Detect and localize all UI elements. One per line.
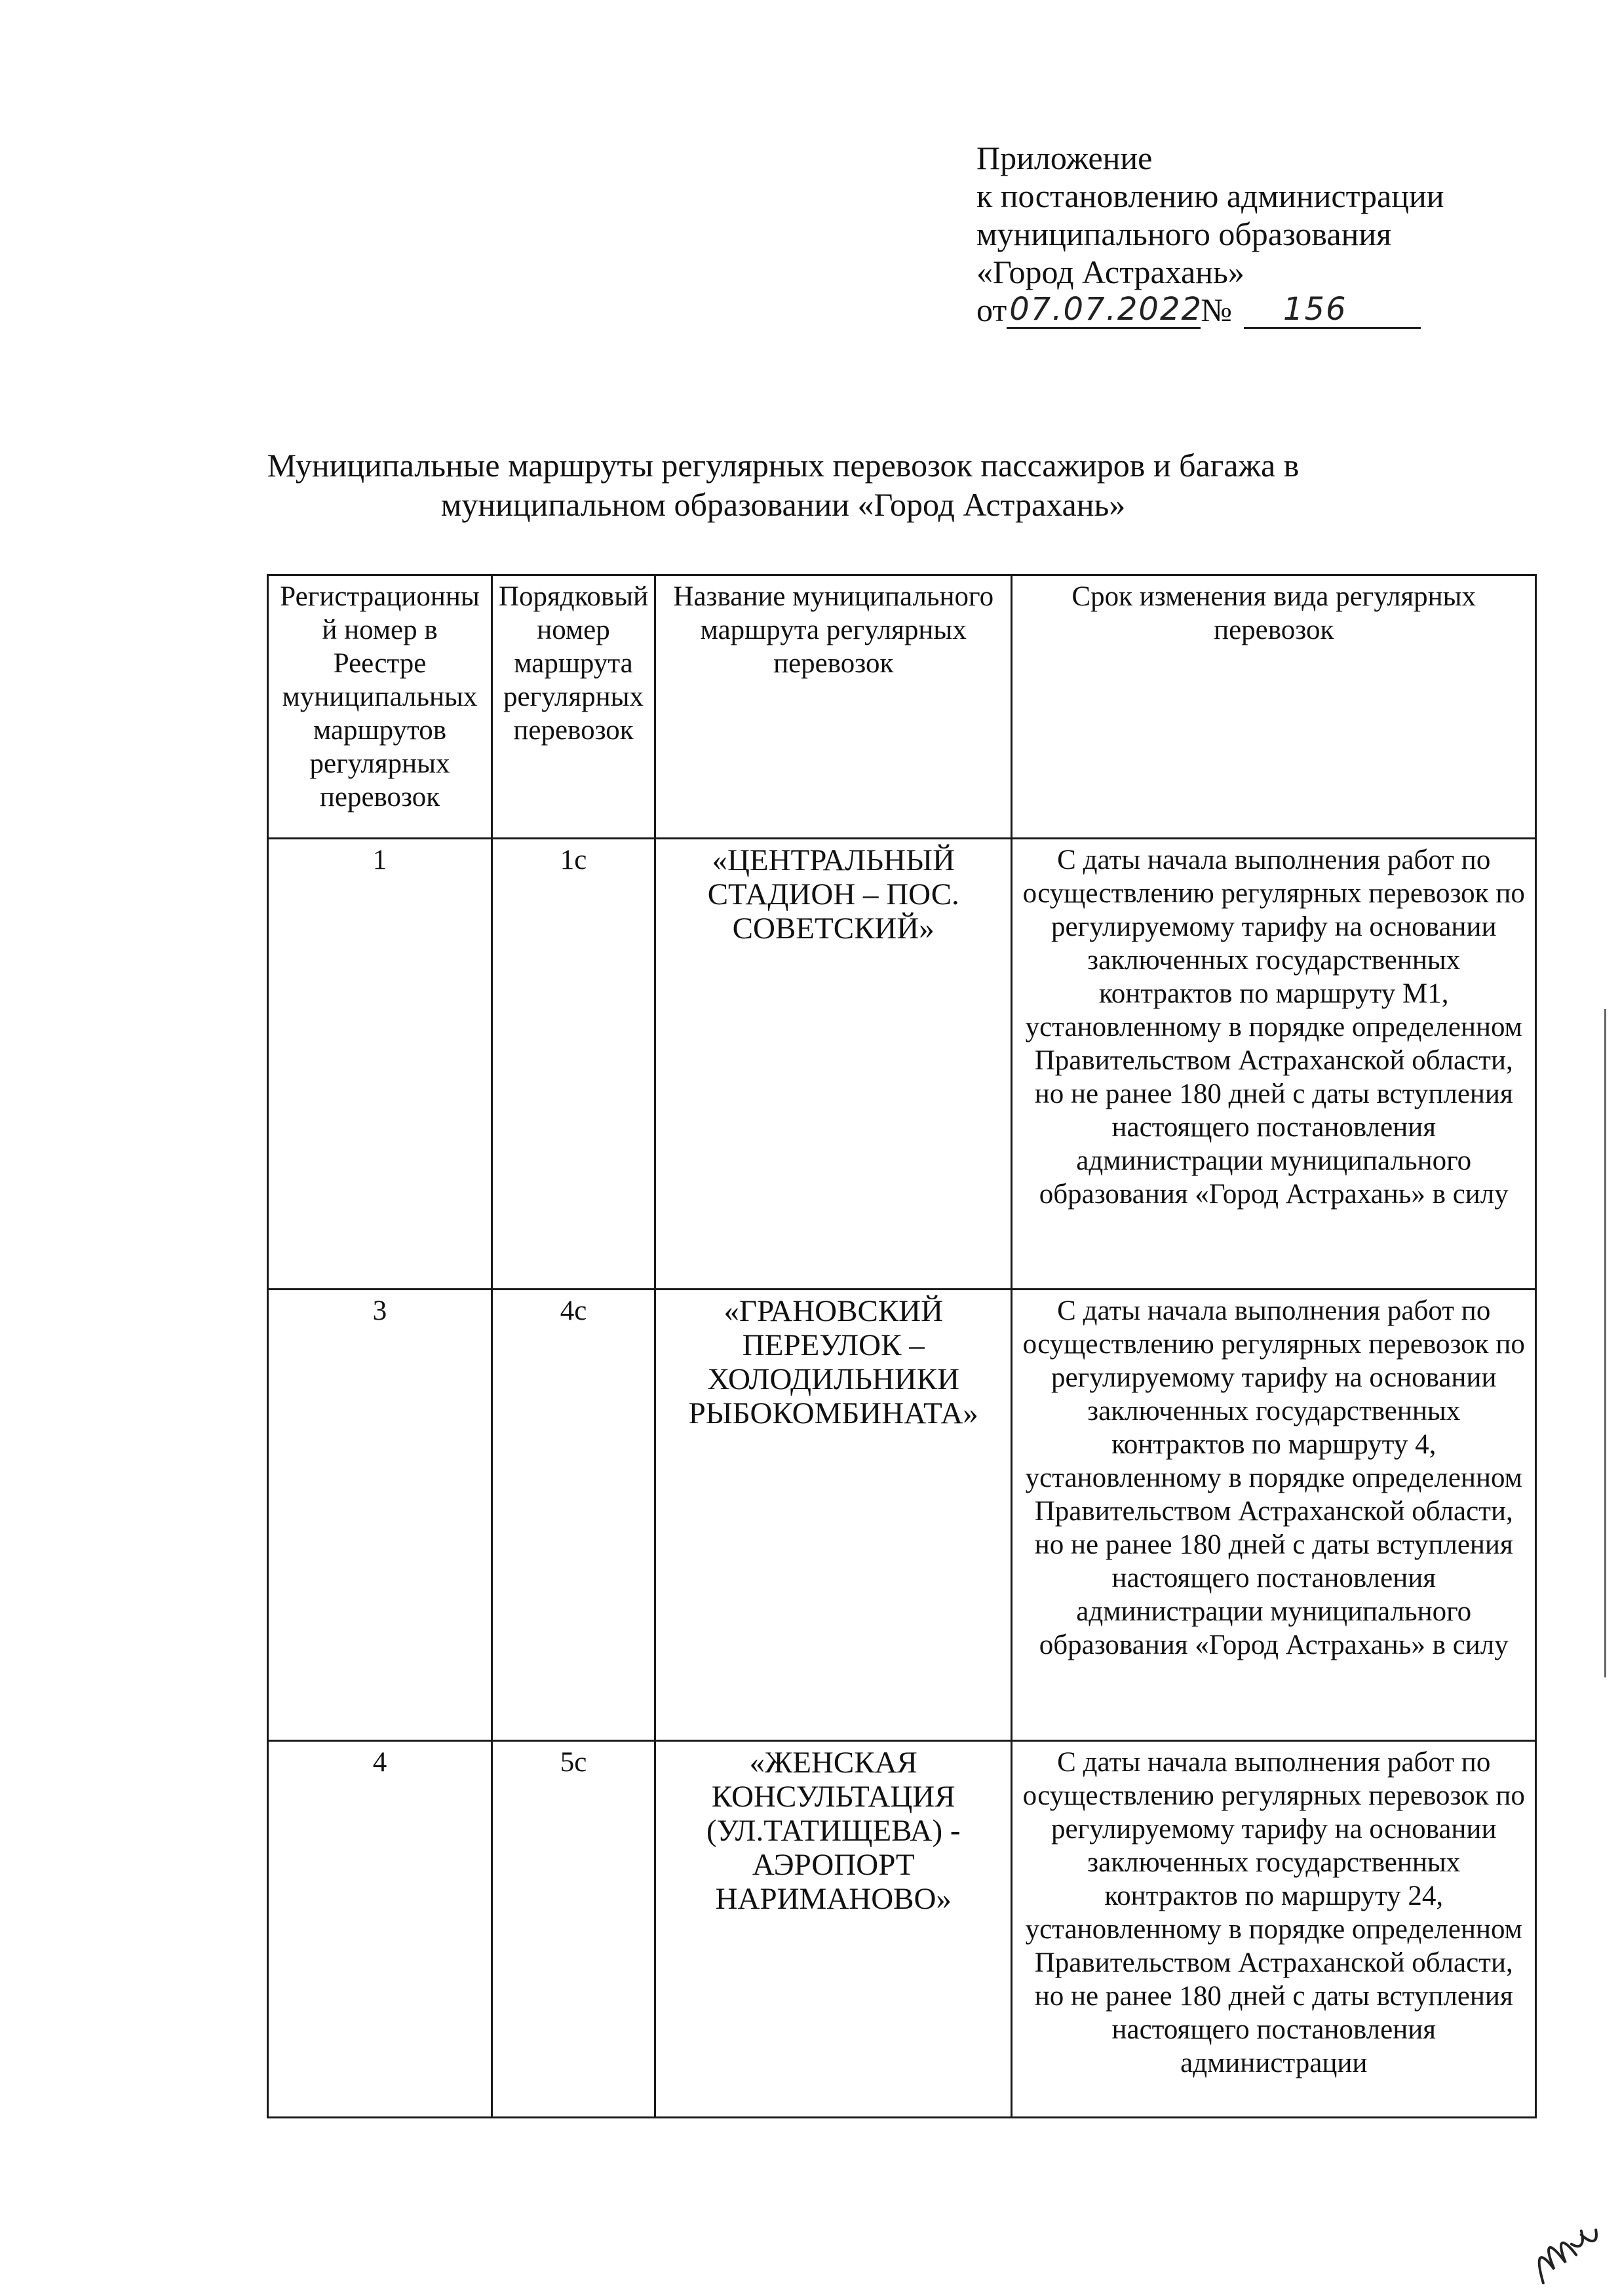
reg-number-cell: 4	[268, 1741, 492, 2118]
handwritten-initials	[1518, 2206, 1615, 2296]
route-name-cell: «ГРАНОВСКИЙ ПЕРЕУЛОК – ХОЛОДИЛЬНИКИ РЫБОКОМБИНАТА»	[655, 1290, 1012, 1741]
date-number-line	[976, 291, 1444, 329]
header-reg-number: Регистрационный номер в Реестре муниципальных маршрутов регулярных перевозок	[268, 575, 492, 839]
header-order-number: Порядковый номер маршрута регулярных перевозок	[492, 575, 655, 839]
scan-margin-line	[1604, 1009, 1606, 1677]
handwritten-date: 07.07.2022	[1007, 292, 1201, 329]
appendix-line: к постановлению администрации	[976, 178, 1444, 214]
table-row	[268, 1290, 1536, 1741]
term-cell: С даты начала выполнения работ по осуществлению регулярных перевозок по регулируемому тарифу на основании заключенных государственных контрактов по маршруту 4, установленному в порядке определенном Правительством Астраханской области, но не ранее 180 дней с даты вступления настоящего постановления администрации муниципального образования «Город Астрахань» в силу	[1012, 1290, 1536, 1741]
date-prefix: от	[976, 292, 1007, 328]
appendix-heading: Приложение	[976, 140, 1153, 176]
document-title: Муниципальные маршруты регулярных перевозок пассажиров и багажа в муниципальном образовании «Город Астрахань»	[267, 447, 1300, 523]
route-name-cell: «ЦЕНТРАЛЬНЫЙ СТАДИОН – ПОС. СОВЕТСКИЙ»	[655, 839, 1012, 1290]
order-number-cell: 4с	[492, 1290, 655, 1741]
table-row	[268, 839, 1536, 1290]
header-term: Срок изменения вида регулярных перевозок	[1012, 575, 1536, 839]
appendix-block	[976, 139, 1444, 329]
route-name-cell: «ЖЕНСКАЯ КОНСУЛЬТАЦИЯ (УЛ.ТАТИЩЕВА) - АЭРОПОРТ НАРИМАНОВО»	[655, 1741, 1012, 2118]
appendix-line: муниципального образования	[976, 216, 1392, 252]
handwritten-number: 156	[1244, 292, 1421, 329]
reg-number-cell: 3	[268, 1290, 492, 1741]
table-header-row	[268, 575, 1536, 839]
routes-table	[267, 574, 1537, 2118]
term-cell: С даты начала выполнения работ по осуществлению регулярных перевозок по регулируемому тарифу на основании заключенных государственных контрактов по маршруту 24, установленному в порядке определенном Правительством Астраханской области, но не ранее 180 дней с даты вступления настоящего постановления администрации	[1012, 1741, 1536, 2118]
reg-number-cell: 1	[268, 839, 492, 1290]
header-route-name: Название муниципального маршрута регулярных перевозок	[655, 575, 1012, 839]
number-prefix: №	[1201, 292, 1232, 328]
term-cell: С даты начала выполнения работ по осуществлению регулярных перевозок по регулируемому тарифу на основании заключенных государственных контрактов по маршруту М1, установленному в порядке определенном Правительством Астраханской области, но не ранее 180 дней с даты вступления настоящего постановления администрации муниципального образования «Город Астрахань» в силу	[1012, 839, 1536, 1290]
appendix-line: «Город Астрахань»	[976, 254, 1244, 290]
order-number-cell: 5с	[492, 1741, 655, 2118]
table-row	[268, 1741, 1536, 2118]
order-number-cell: 1с	[492, 839, 655, 1290]
